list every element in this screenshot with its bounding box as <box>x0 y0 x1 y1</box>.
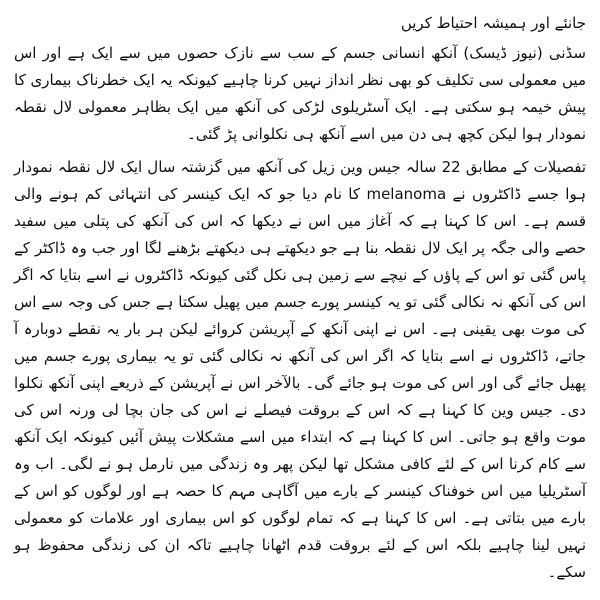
details-paragraph: تفصیلات کے مطابق 22 سالہ جیس وین زیل کی آنکھ میں گزشتہ سال ایک لال نقطہ نمودار ہوا جسے ڈاکٹروں نے melanoma کا نام دیا جو کہ ایک کینسر کی انتہائی کم ہونے والی قسم ہے۔ اس کا کہنا ہے کہ آغاز میں اس نے دیکھا کہ اس کی آنکھ کی پتلی میں سفید حصے والی جگہ پر ایک لال نقطہ بنا ہے جو دیکھتے ہی دیکھتے بڑھنے لگا اور جب وہ ڈاکٹر کے پاس گئی تو اس کے پاؤں کے نیچے سے زمین ہی نکل گئی کیونکہ ڈاکٹروں نے اسے بتایا کہ اگر اس کی آنکھ نہ نکالی گئی تو یہ کینسر پورے جسم میں پھیل سکتا ہے جس کی وجہ سے اس کی موت بھی یقینی ہے۔ اس نے اپنی آنکھ کے آپریشن کروائے لیکن ہر بار یہ نقطے دوبارہ آ جاتے، ڈاکٹروں نے اسے بتایا کہ اگر اس کی آنکھ نہ نکالی گئی تو یہ بیماری پورے جسم میں پھیل جائے گی اور اس کی موت ہو جائے گی۔ بالآخر اس نے آپریشن کے ذریعے اپنی آنکھ نکلوا دی۔ جیس وین کا کہنا ہے کہ اس کے بروقت فیصلے نے اس کی جان بچا لی ورنہ اس کی موت واقع ہو جاتی۔ اس کا کہنا ہے کہ ابتداء میں اسے مشکلات پیش آئیں کیونکہ ایک آنکھ سے کام کرنا اس کے لئے کافی مشکل تھا لیکن پھر وہ زندگی میں نارمل ہو نے لگی۔ اب وہ آسٹریلیا میں اس خوفناک کینسر کے بارے میں آگاہی مہم کا حصہ ہے اور لوگوں کو اس کے بارے میں بتاتی ہے۔ اس کا کہنا ہے کہ تمام لوگوں کو اس بیماری اور علامات کو معمولی نہیں لینا چاہیے بلکہ اس کے لئے بروقت قدم اٹھانا چاہیے تاکہ ان کی زندگی محفوظ ہو سکے۔ <box>14 158 586 581</box>
intro-paragraph: سڈنی (نیوز ڈیسک) آنکھ انسانی جسم کے سب سے نازک حصوں میں سے ایک ہے اور اس میں معمولی سی تکلیف کو بھی نظر انداز نہیں کرنا چاہیے کیونکہ یہ ایک خطرناک بیماری کا پیش خیمہ ہو سکتی ہے۔ ایک آسٹریلوی لڑکی کی آنکھ میں ایک بظاہر معمولی لال نقطہ نمودار ہوا لیکن کچھ ہی دن میں اسے آنکھ ہی نکلوانی پڑ گئی۔ <box>14 44 586 143</box>
article-heading: جانئے اور ہمیشہ احتیاط کریں <box>400 14 586 32</box>
